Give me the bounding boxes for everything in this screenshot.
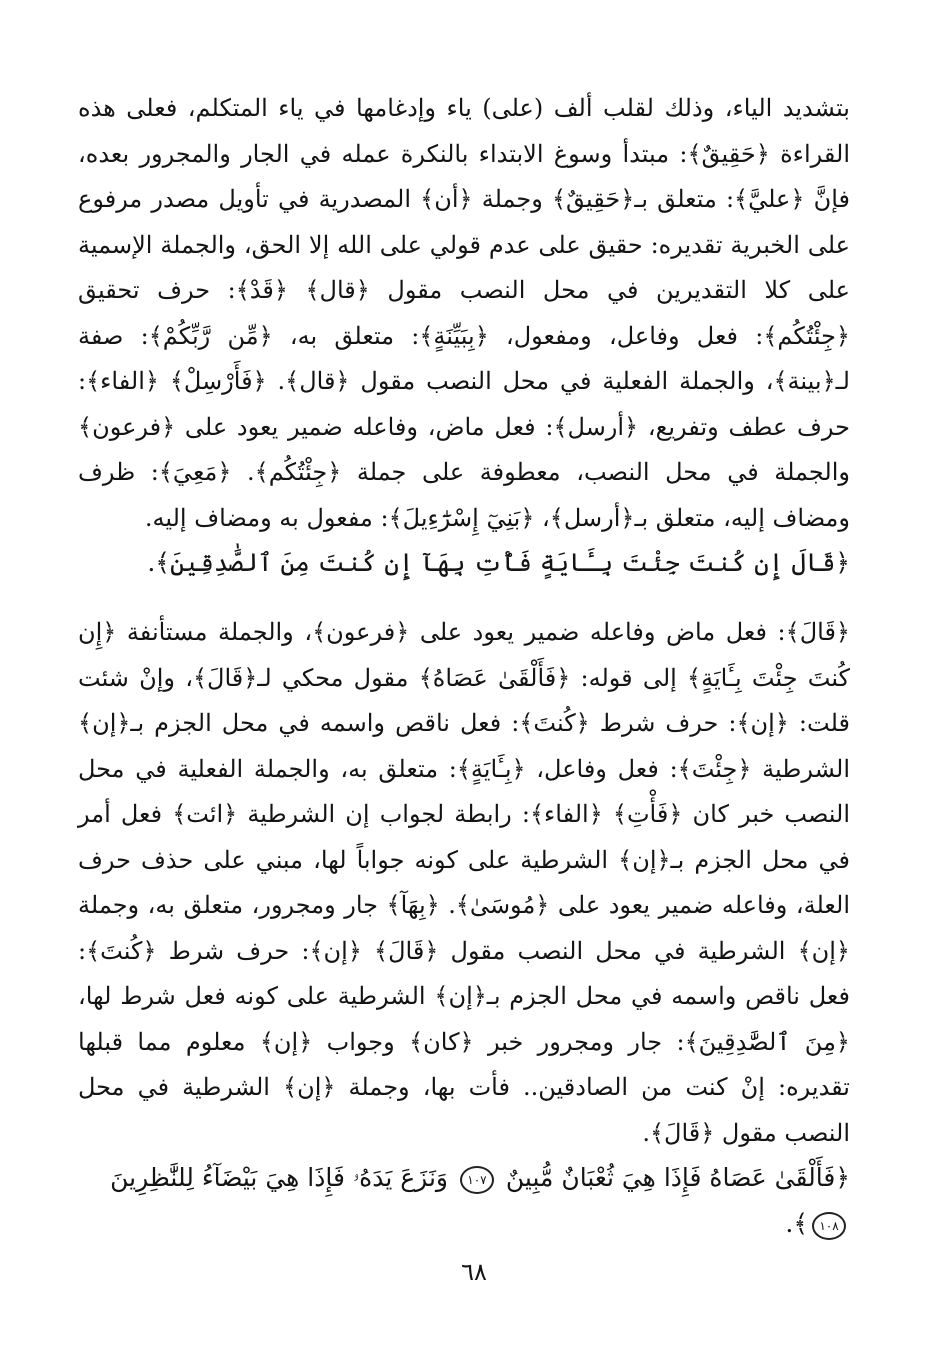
verse-2-end: ﴾.	[785, 1209, 808, 1238]
ayah-number-107-marker: ١٠٧	[460, 1166, 494, 1194]
page-number: ٦٨	[461, 1258, 487, 1286]
commentary-paragraph-2: ﴿قَالَ﴾: فعل ماض وفاعله ضمير يعود على ﴿فرعون﴾، والجملة مستأنفة ﴿إِن كُنتَ جِئْتَ بِـَٔايَةٍ﴾ إلى قوله: ﴿فَأَلْقَىٰ عَصَاهُ﴾ مقول محكي لـ﴿قَالَ﴾، وإنْ شئت قلت: ﴿إن﴾: حرف شرط ﴿كُنتَ﴾: فعل ناقص واسمه في محل الجزم بـ﴿إن﴾ الشرطية ﴿جِئْتَ﴾: فعل وفاعل، ﴿بِـَٔايَةٍ﴾: متعلق به، والجملة الفعلية في محل النصب خبر كان ﴿فَأْتِ﴾ ﴿الفاء﴾: رابطة لجواب إن الشرطية ﴿ائت﴾ فعل أمر في محل الجزم بـ﴿إن﴾ الشرطية على كونه جواباً لها، مبني على حذف حرف العلة، وفاعله ضمير يعود على ﴿مُوسَىٰ﴾. ﴿بِهَآ﴾ جار ومجرور، متعلق به، وجملة ﴿إن﴾ الشرطية في محل النصب مقول ﴿قَالَ﴾ ﴿إن﴾: حرف شرط ﴿كُنتَ﴾: فعل ناقص واسمه في محل الجزم بـ﴿إن﴾ الشرطية على كونه فعل شرط لها، ﴿مِنَ ٱلصَّٰدِقِينَ﴾: جار ومجرور خبر ﴿كان﴾ وجواب ﴿إن﴾ معلوم مما قبلها تقديره: إنْ كنت من الصادقين.. فأت بها، وجملة ﴿إن﴾ الشرطية في محل النصب مقول ﴿قَالَ﴾.	[78, 618, 850, 1147]
quran-verse-2	[74, 1155, 850, 1247]
commentary-paragraph-1: بتشديد الياء، وذلك لقلب ألف (على) ياء وإدغامها في ياء المتكلم، فعلى هذه القراءة ﴿حَقِيقٌ﴾: مبتدأ وسوغ الابتداء بالنكرة عمله في الجار والمجرور بعده، فإنَّ ﴿عليَّ﴾: متعلق بـ﴿حَقِيقٌ﴾ وجملة ﴿أن﴾ المصدرية في تأويل مصدر مرفوع على الخبرية تقديره: حقيق على عدم قولي على الله إلا الحق، والجملة الإسمية على كلا التقديرين في محل النصب مقول ﴿قال﴾ ﴿قَدْ﴾: حرف تحقيق ﴿جِئْتُكُم﴾: فعل وفاعل، ومفعول، ﴿بِبَيِّنَةٍ﴾: متعلق به، ﴿مِّن رَّبِّكُمْ﴾: صفة لـ﴿بينة﴾، والجملة الفعلية في محل النصب مقول ﴿قال﴾. ﴿فَأَرْسِلْ﴾ ﴿الفاء﴾: حرف عطف وتفريع، ﴿أرسل﴾: فعل ماض، وفاعله ضمير يعود على ﴿فرعون﴾ والجملة في محل النصب، معطوفة على جملة ﴿جِئْتُكُم﴾. ﴿مَعِيَ﴾: ظرف ومضاف إليه، متعلق بـ﴿أرسل﴾، ﴿بَنِيٓ إِسْرَٰٓءِيلَ﴾: مفعول به ومضاف إليه.	[78, 94, 850, 532]
verse-2-part-2: وَنَزَعَ يَدَهُۥ فَإِذَا هِيَ بَيْضَآءُ لِلنَّٰظِرِينَ	[110, 1163, 448, 1192]
ayah-number-108-marker: ١٠٨	[812, 1212, 846, 1240]
verse-2-part-1: ﴿فَأَلْقَىٰ عَصَاهُ فَإِذَا هِيَ ثُعْبَانٌ مُّبِينٌ	[505, 1163, 850, 1192]
quran-verse-1: ﴿قَالَ إِن كُنتَ جِئْتَ بِـَٔايَةٍ فَأْتِ بِهَآ إِن كُنتَ مِنَ ٱلصَّٰدِقِينَ﴾.	[147, 548, 850, 577]
